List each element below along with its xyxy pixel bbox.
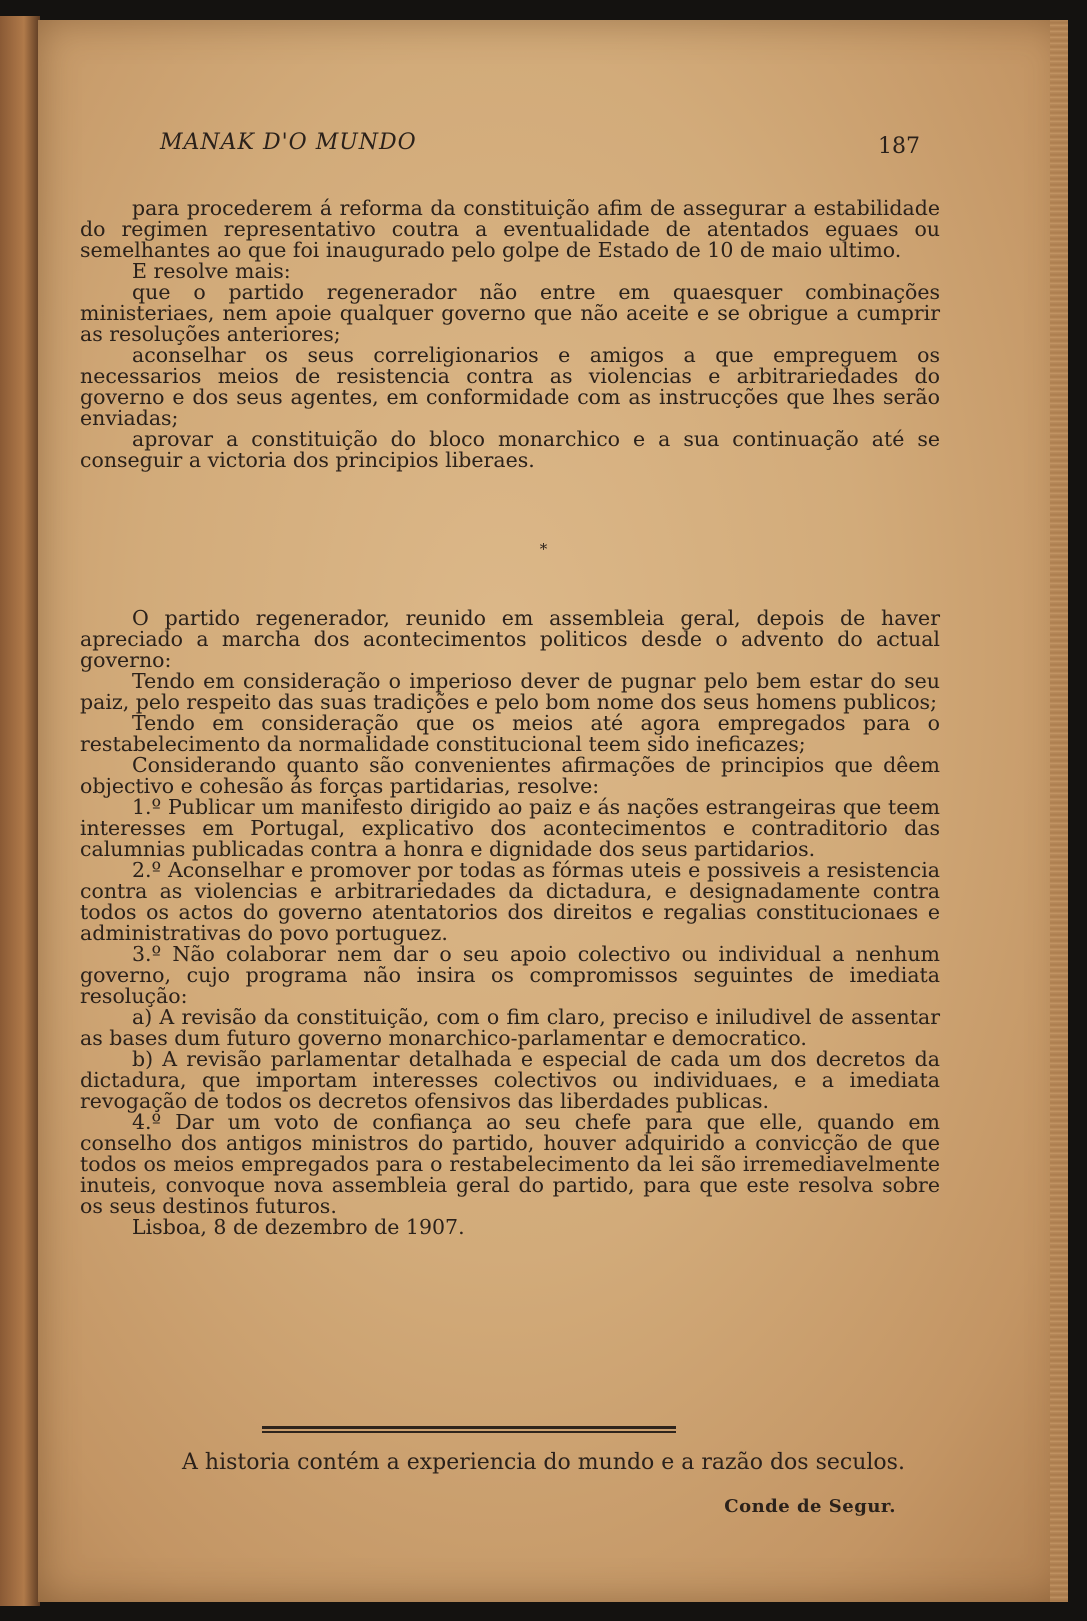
paragraph: b) A revisão parlamentar detalhada e especial de cada um dos decretos da dictadura, que importam interesses colectivos ou individuaes, e a imediata revogação de todos os decretos ofensivos das liberdades publicas. bbox=[80, 1047, 940, 1113]
resolution-text-part-2 bbox=[80, 608, 940, 1238]
paragraph: 1.º Publicar um manifesto dirigido ao paiz e ás nações estrangeiras que teem interesses em Portugal, explicativo dos acontecimentos e contraditorio das calumnias publicadas contra a honra e dignidade dos seus partidarios. bbox=[80, 795, 940, 861]
paragraph: aconselhar os seus correligionarios e amigos a que empreguem os necessarios meios de resistencia contra as violencias e arbitrariedades do governo e dos seus agentes, em conformidade com as instrucções que lhes serão enviadas; bbox=[80, 343, 940, 430]
paragraph: 3.º Não colaborar nem dar o seu apoio colectivo ou individual a nenhum governo, cujo programa não insira os compromissos seguintes de imediata resolução: bbox=[80, 942, 940, 1008]
section-separator: * bbox=[539, 540, 548, 558]
horizontal-rule bbox=[262, 1431, 676, 1433]
paragraph: O partido regenerador, reunido em assembleia geral, depois de haver apreciado a marcha dos acontecimentos politicos desde o advento do actual governo: bbox=[80, 606, 940, 672]
page-number: 187 bbox=[878, 134, 920, 159]
motto: A historia contém a experiencia do mundo e a razão dos seculos. bbox=[182, 1450, 905, 1475]
paragraph: 2.º Aconselhar e promover por todas as fórmas uteis e possiveis a resistencia contra as violencias e arbitrariedades da dictadura, e designadamente contra todos os actos do governo atentatorios dos direitos e regalias constitucionaes e administrativas do povo portuguez. bbox=[80, 858, 940, 945]
paragraph: Tendo em consideração que os meios até agora empregados para o restabelecimento da normalidade constitucional teem sido ineficazes; bbox=[80, 711, 940, 756]
horizontal-rule bbox=[262, 1426, 676, 1429]
paragraph: para procederem á reforma da constituição afim de assegurar a estabilidade do regimen representativo coutra a eventualidade de atentados eguaes ou semelhantes ao que foi inaugurado pelo golpe de Estado de 10 de maio ultimo. bbox=[80, 196, 940, 262]
paragraph: a) A revisão da constituição, com o fim claro, preciso e iniludivel de assentar as bases dum futuro governo monarchico-parlamentar e democratico. bbox=[80, 1005, 940, 1050]
left-book-edge bbox=[0, 16, 40, 1606]
paragraph: Tendo em consideração o imperioso dever de pugnar pelo bem estar do seu paiz, pelo respeito das suas tradições e pelo bom nome dos seus homens publicos; bbox=[80, 669, 940, 714]
header-title: MANAK D'O MUNDO bbox=[160, 130, 417, 155]
signature: Conde de Segur. bbox=[724, 1496, 896, 1517]
date-line: Lisboa, 8 de dezembro de 1907. bbox=[132, 1215, 465, 1239]
paragraph: aprovar a constituição do bloco monarchico e a sua continuação até se conseguir a victoria dos principios liberaes. bbox=[80, 427, 940, 472]
running-header bbox=[160, 130, 920, 162]
paragraph: E resolve mais: bbox=[132, 259, 291, 283]
paragraph: Considerando quanto são convenientes afirmações de principios que dêem objectivo e cohesão ás forças partidarias, resolve: bbox=[80, 753, 940, 798]
paragraph: que o partido regenerador não entre em quaesquer combinações ministeriaes, nem apoie qualquer governo que não aceite e se obrigue a cumprir as resoluções anteriores; bbox=[80, 280, 940, 346]
right-page-edge bbox=[1050, 20, 1068, 1602]
resolution-text-part-1 bbox=[80, 198, 940, 471]
paragraph: 4.º Dar um voto de confiança ao seu chefe para que elle, quando em conselho dos antigos ministros do partido, houver adquirido a convicção de que todos os meios empregados para o restabelecimento da lei são irremediavelmente inuteis, convoque nova assembleia geral do partido, para que este resolva sobre os seus destinos futuros. bbox=[80, 1110, 940, 1218]
